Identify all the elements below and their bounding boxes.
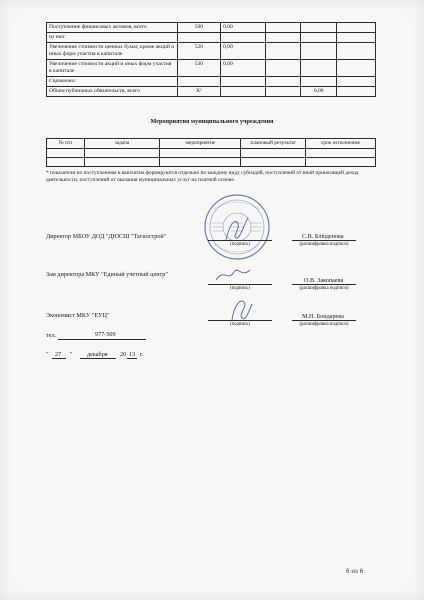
empty-cell <box>241 158 305 167</box>
economist-signature <box>228 296 254 324</box>
row-value <box>266 77 301 87</box>
director-name: С.В. Блюденова <box>302 233 344 240</box>
row-code <box>177 77 220 87</box>
measures-title: Мероприятия муниципального учреждения <box>150 118 274 125</box>
row-name: из них: <box>47 33 178 43</box>
row-code: X² <box>177 87 220 97</box>
row-value <box>266 43 301 60</box>
row-value <box>337 60 376 77</box>
phone-value: 977-509 <box>95 331 116 338</box>
date-year-prefix: 20 <box>120 351 127 358</box>
economist-title: Экономист МКУ "ЕУЦ" <box>46 312 110 319</box>
director-sign-caption: (подпись) <box>230 242 250 247</box>
row-name: Увеличение стоимости ценных бумаг, кроме акций и иных форм участия в капитале <box>47 43 178 60</box>
date-day-line <box>52 358 66 359</box>
column-header: плановый результат <box>241 139 305 149</box>
table-row <box>47 158 376 167</box>
deputy-name-caption: (расшифровка подписи) <box>299 286 349 291</box>
date-year: 13 <box>129 351 136 358</box>
row-code <box>177 33 220 43</box>
date-suffix: г. <box>140 351 144 358</box>
table-row <box>47 23 376 33</box>
table-header-row <box>47 139 376 149</box>
deputy-name: О.В. Закопаева <box>304 277 344 284</box>
row-code: 500 <box>177 23 220 33</box>
row-value <box>266 23 301 33</box>
row-value <box>337 33 376 43</box>
row-value <box>301 43 337 60</box>
phone-line <box>58 339 146 340</box>
row-value <box>337 43 376 60</box>
measures-table <box>46 138 376 167</box>
economist-sign-caption: (подпись) <box>230 322 250 327</box>
column-header: мероприятие <box>160 139 241 149</box>
table-row <box>47 77 376 87</box>
empty-cell <box>47 158 85 167</box>
director-title: Директор МБОУ ДОД "ДЮСШ "Тагилстрой" <box>46 233 167 240</box>
row-value: 0,00 <box>220 23 265 33</box>
row-name: Поступление финансовых активов, всего <box>47 23 178 33</box>
empty-cell <box>84 158 160 167</box>
row-name: Объем публичных обязательств, всего <box>47 87 178 97</box>
empty-cell <box>84 149 160 158</box>
date-day: 27 <box>55 351 62 358</box>
row-value <box>220 87 265 97</box>
row-code: 520 <box>177 43 220 60</box>
deputy-signature <box>214 262 254 286</box>
date-year-line <box>127 358 137 359</box>
row-value: 0,00 <box>220 60 265 77</box>
director-name-caption: (расшифровка подписи) <box>299 242 349 247</box>
table-row <box>47 87 376 97</box>
deputy-name-line <box>292 284 356 285</box>
date-quote-close: " <box>70 351 73 358</box>
row-value <box>337 87 376 97</box>
row-value <box>301 33 337 43</box>
row-name: Справочно: <box>47 77 178 87</box>
row-value <box>266 60 301 77</box>
row-value <box>220 33 265 43</box>
column-header: срок исполнения <box>305 139 375 149</box>
empty-cell <box>47 149 85 158</box>
deputy-title: Зам директора МКУ "Единый учетный центр" <box>46 271 168 278</box>
footnote: * показатели по поступлениям и выплатам формируются отдельно по каждому виду субсидий, поступлений от иной приносящей доход деятельности, поступлений от оказания муниципальных услуг на платной основе. <box>46 170 359 184</box>
economist-name-line <box>292 320 356 321</box>
finance-table <box>46 22 376 97</box>
row-value <box>301 23 337 33</box>
row-value <box>266 87 301 97</box>
row-value <box>337 77 376 87</box>
row-value <box>301 77 337 87</box>
row-value <box>220 77 265 87</box>
empty-cell <box>305 158 375 167</box>
table-row <box>47 33 376 43</box>
phone-label: тел. <box>46 332 57 339</box>
column-header: № п/п <box>47 139 85 149</box>
row-code: 530 <box>177 60 220 77</box>
row-value: 0,00 <box>301 87 337 97</box>
page-number: 6 из 6 <box>346 568 364 575</box>
date-quote-open: " <box>46 351 49 358</box>
column-header: задача <box>84 139 160 149</box>
deputy-sign-caption: (подпись) <box>230 286 250 291</box>
date-month: декабря <box>87 351 108 358</box>
director-name-line <box>292 240 356 241</box>
director-signature <box>222 214 252 244</box>
row-name: Увеличение стоимости акций и иных форм участия в капитале <box>47 60 178 77</box>
date-month-line <box>80 358 116 359</box>
table-row <box>47 43 376 60</box>
empty-cell <box>160 149 241 158</box>
table-row <box>47 60 376 77</box>
row-value <box>337 23 376 33</box>
table-row <box>47 149 376 158</box>
economist-name-caption: (расшифровка подписи) <box>299 322 349 327</box>
row-value: 0,00 <box>220 43 265 60</box>
row-value <box>266 33 301 43</box>
row-value <box>301 60 337 77</box>
economist-name: М.Н. Бондарева <box>302 313 344 320</box>
empty-cell <box>305 149 375 158</box>
empty-cell <box>160 158 241 167</box>
empty-cell <box>241 149 305 158</box>
